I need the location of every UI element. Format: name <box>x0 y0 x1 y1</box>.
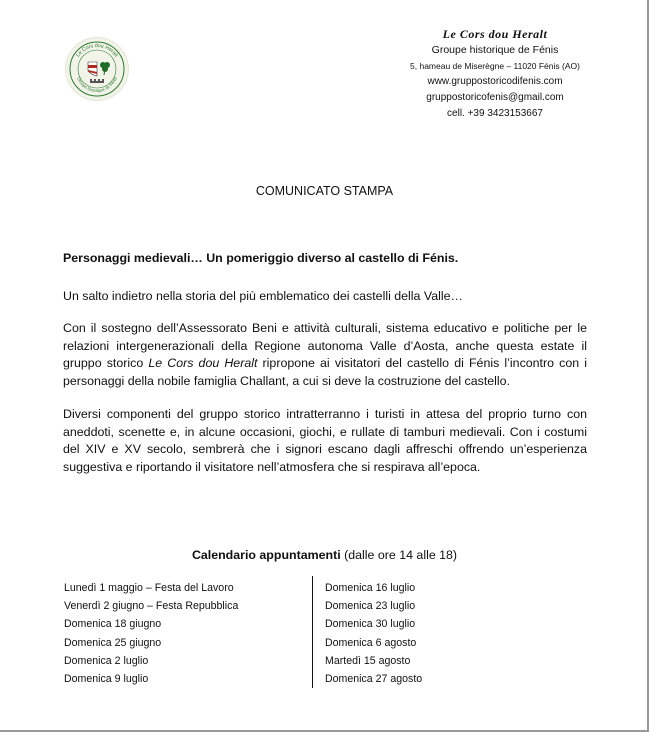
calendar-date: Venerdì 2 giugno – Festa Repubblica <box>64 600 239 613</box>
svg-text:Groupe historique de Fénis: Groupe historique de Fénis <box>76 76 118 94</box>
letterhead <box>360 26 630 122</box>
calendar-date: Martedì 15 agosto <box>325 654 411 667</box>
calendar-date: Domenica 23 luglio <box>325 600 416 613</box>
calendar-date: Domenica 2 luglio <box>64 654 149 667</box>
letterhead-email-link[interactable]: gruppostoricofenis@gmail.com <box>426 92 564 103</box>
calendar-title-hours: (dalle ore 14 alle 18) <box>340 548 458 562</box>
calendar-column-left <box>64 579 304 688</box>
letterhead-group: Groupe historique de Fénis <box>431 44 559 56</box>
activities-paragraph: Diversi componenti del gruppo storico intratterranno i turisti in attesa del proprio turno con aneddoti, scenette e, in alcune occasioni, giochi, e rullate di tamburi medievali. Con i costumi del XIV e XV secolo, sembrerà che i signori escano dagli affreschi offrendo un’esperienza suggestiva e riportando il visitatore nell’atmosfera che si respirava all’epoca. <box>63 407 587 474</box>
calendar-date: Domenica 27 agosto <box>325 673 423 686</box>
intro-paragraph: Un salto indietro nella storia del più emblematico dei castelli della Valle… <box>63 289 463 303</box>
group-name-italic: Le Cors dou Heralt <box>148 356 258 371</box>
calendar-title-bold: Calendario appuntamenti <box>191 548 341 562</box>
group-logo <box>66 38 128 100</box>
letterhead-name: Le Cors dou Heralt <box>442 27 548 41</box>
svg-text:Le Cors dou Heralt: Le Cors dou Heralt <box>75 42 119 59</box>
logo-emblem-icon <box>66 38 128 100</box>
letterhead-phone: cell. +39 3423153667 <box>447 108 543 119</box>
calendar-date: Domenica 30 luglio <box>325 618 416 631</box>
document-headline: COMUNICATO STAMPA <box>255 184 394 198</box>
calendar-column-right <box>325 579 565 688</box>
letterhead-address: 5, hameau de Miserègne – 11020 Fénis (AO) <box>410 61 580 71</box>
calendar-date: Domenica 18 giugno <box>64 618 162 631</box>
calendar-column-divider <box>312 576 313 688</box>
letterhead-website-link[interactable]: www.gruppostoricodifenis.com <box>427 76 563 87</box>
calendar-date: Domenica 9 luglio <box>64 673 149 686</box>
support-paragraph <box>63 320 587 390</box>
calendar-date: Domenica 25 giugno <box>64 636 162 649</box>
support-paragraph-end: ripropone ai visitatori del castello di Fénis l’incontro con i personaggi della nobile famiglia Challant, a cui si deve la costruzione del castello. <box>63 356 587 388</box>
press-release-subtitle: Personaggi medievali… Un pomeriggio diverso al castello di Fénis. <box>63 251 459 265</box>
support-paragraph-start: Con il sostegno dell’Assessorato Beni e attività culturali, sistema educativo e politiche per le relazioni intergenerazionali della Regione autonoma Valle d’Aosta, anche questa estate il gruppo storico <box>63 321 587 371</box>
calendar-date: Domenica 6 agosto <box>325 636 417 649</box>
calendar-date: Domenica 16 luglio <box>325 582 416 594</box>
calendar-date: Lunedì 1 maggio – Festa del Lavoro <box>64 582 234 594</box>
calendar-title <box>0 548 649 562</box>
